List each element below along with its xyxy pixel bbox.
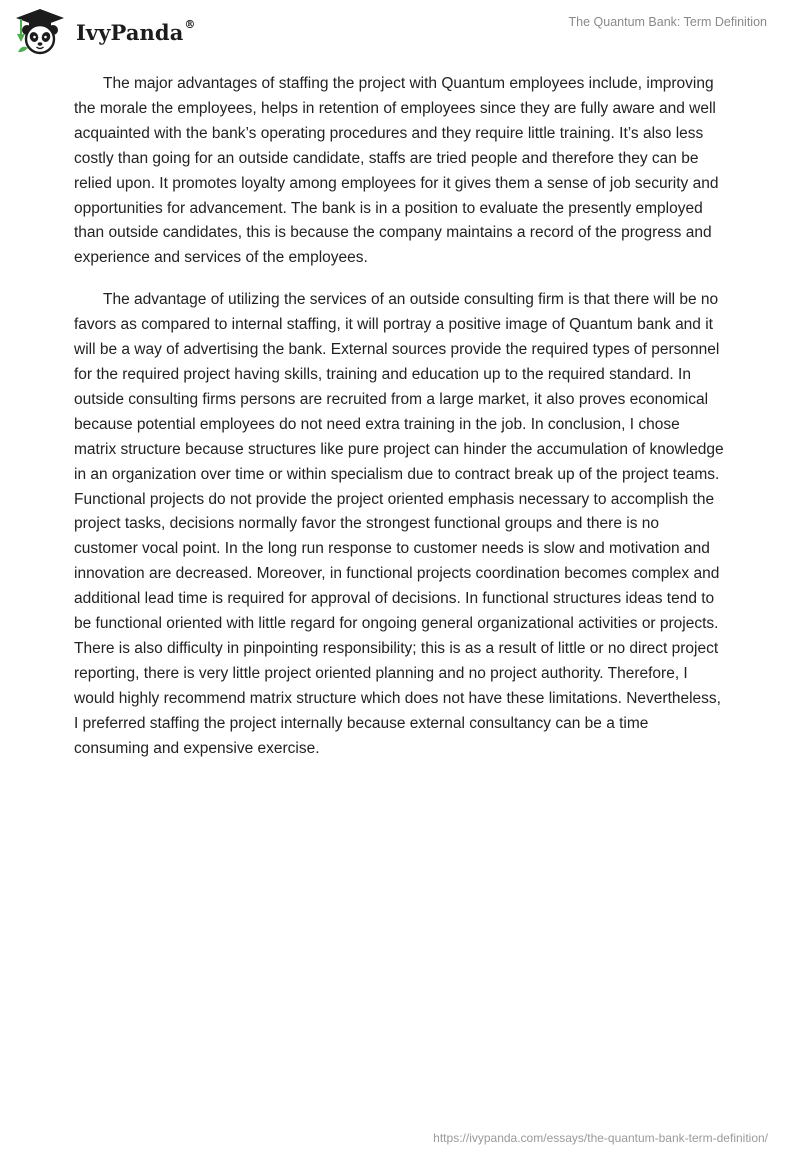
essay-content bbox=[74, 72, 726, 778]
source-url-link[interactable]: https://ivypanda.com/essays/the-quantum-bank-term-definition/ bbox=[433, 1131, 768, 1145]
document-title: The Quantum Bank: Term Definition bbox=[568, 15, 767, 29]
ivypanda-logo[interactable] bbox=[14, 8, 196, 56]
panda-graduate-logo-icon bbox=[14, 8, 66, 56]
logo-wordmark bbox=[76, 17, 196, 45]
logo-brand-name: IvyPanda bbox=[76, 19, 184, 45]
paragraph-1: The major advantages of staffing the project with Quantum employees include, improving the morale the employees, helps in retention of employees since they are fully aware and well acquainted with the bank’s operating procedures and they require little training. It’s also less costly than going for an outside candidate, staffs are tried people and therefore they can be relied upon. It promotes loyalty among employees for it gives them a sense of job security and opportunities for advancement. The bank is in a position to evaluate the presently employed than outside candidates, this is because the company maintains a record of the progress and experience and services of the employees. bbox=[74, 75, 719, 267]
page-header bbox=[0, 0, 800, 60]
paragraph-2: The advantage of utilizing the services of an outside consulting firm is that there will be no favors as compared to internal staffing, it will portray a positive image of Quantum bank and it will be a way of advertising the bank. External sources provide the required types of personnel for the required project having skills, training and education up to the required standard. In outside consulting firms persons are recruited from a large market, it also proves economical because potential employees do not need extra training in the job. In conclusion, I chose matrix structure because structures like pure project can hinder the accumulation of knowledge in an organization over time or within specialism due to contract break up of the project teams. Functional projects do not provide the project oriented emphasis necessary to accomplish the project tasks, decisions normally favor the strongest functional groups and there is no customer vocal point. In the long run response to customer needs is slow and motivation and innovation are decreased. Moreover, in functional projects coordination becomes complex and additional lead time is required for approval of decisions. In functional structures ideas tend to be functional oriented with little regard for ongoing general organizational activities or projects. There is also difficulty in pinpointing responsibility; this is as a result of little or no direct project reporting, there is very little project oriented planning and no project authority. Therefore, I would highly recommend matrix structure which does not have these limitations. Nevertheless, I preferred staffing the project internally because external consultancy can be a time consuming and expensive exercise. bbox=[74, 291, 724, 757]
registered-mark: ® bbox=[184, 17, 196, 31]
